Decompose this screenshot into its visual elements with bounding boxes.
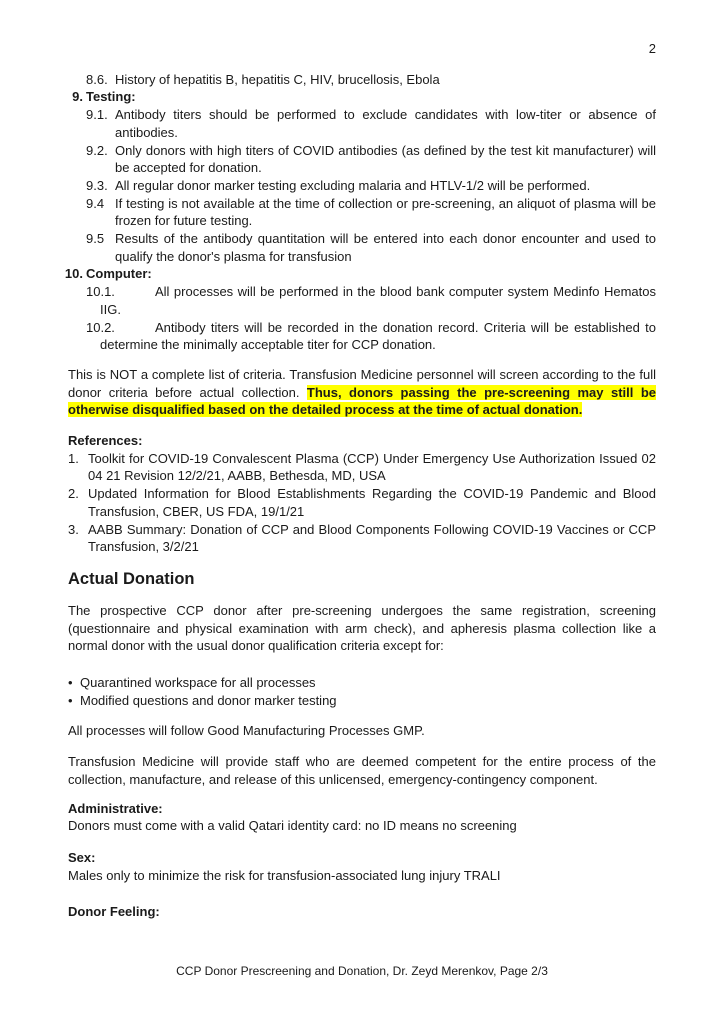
list-item-10-computer xyxy=(64,265,656,283)
item-text: Antibody titers will be recorded in the donation record. Criteria will be established to determine the minimally acceptable titer for CCP donation. xyxy=(100,319,656,353)
screening-note-paragraph xyxy=(68,366,656,419)
sex-heading: Sex: xyxy=(68,850,96,866)
item-text: All processes will be performed in the blood bank computer system Medinfo Hematos IIG. xyxy=(100,284,656,317)
item-number: 10.2. xyxy=(86,319,115,335)
section-heading-actual-donation: Actual Donation xyxy=(68,569,195,588)
reference-item xyxy=(68,450,656,485)
reference-text: Toolkit for COVID-19 Convalescent Plasma (CCP) Under Emergency Use Authorization Issued 02 04 21 Revision 12/2/21, AABB, Bethesda, MD, USA xyxy=(88,450,656,484)
staff-paragraph: Transfusion Medicine will provide staff who are deemed competent for the entire process of the collection, manufacture, and release of this unlicensed, emergency-contingency component. xyxy=(68,754,656,787)
list-item-9-3 xyxy=(86,177,656,195)
list-item-9-5 xyxy=(86,230,656,265)
item-label: Computer: xyxy=(86,266,152,282)
bullet-item: • Modified questions and donor marker testing xyxy=(68,692,656,710)
gmp-paragraph: All processes will follow Good Manufacturing Processes GMP. xyxy=(68,722,425,738)
bullet-item: • Quarantined workspace for all processes xyxy=(68,674,656,692)
item-number: 9.4 xyxy=(86,195,105,211)
administrative-text: Donors must come with a valid Qatari identity card: no ID means no screening xyxy=(68,818,517,834)
item-number: 9.3. xyxy=(86,177,108,193)
donor-feeling-heading: Donor Feeling: xyxy=(68,904,160,920)
administrative-heading: Administrative: xyxy=(68,800,163,816)
donor-feeling-block xyxy=(68,903,656,921)
list-item-9-testing xyxy=(68,88,656,106)
reference-text: AABB Summary: Donation of CCP and Blood Components Following COVID-19 Vaccines or CCP Transfusion, 3/2/21 xyxy=(88,521,656,555)
reference-text: Updated Information for Blood Establishments Regarding the COVID-19 Pandemic and Blood Transfusion, CBER, US FDA, 19/1/21 xyxy=(88,486,656,519)
item-number: 9.2. xyxy=(86,142,108,158)
exceptions-bullet-list xyxy=(68,674,656,709)
references-section xyxy=(68,432,656,556)
list-item-10-2 xyxy=(86,319,656,354)
sex-block xyxy=(68,849,656,884)
item-label: Testing: xyxy=(86,89,136,105)
administrative-block xyxy=(68,800,656,835)
actual-donation-intro: The prospective CCP donor after pre-screening undergoes the same registration, screening (questionnaire and physical examination with arm check), and apheresis plasma collection like a normal donor with the usual donor qualification criteria except for: xyxy=(68,602,656,654)
item-text: Antibody titers should be performed to exclude candidates with low-titer or absence of antibodies. xyxy=(115,107,656,140)
list-item-9-2 xyxy=(86,142,656,177)
item-text: If testing is not available at the time of collection or pre-screening, an aliquot of plasma will be frozen for future testing. xyxy=(115,195,656,229)
item-number: 9. xyxy=(72,89,83,105)
list-item-8-6 xyxy=(86,71,656,89)
item-text: All regular donor marker testing excluding malaria and HTLV-1/2 will be performed. xyxy=(115,177,591,193)
item-text: Results of the antibody quantitation will be entered into each donor encounter and used to qualify the donor's plasma for transfusion xyxy=(115,231,656,264)
reference-item xyxy=(68,521,656,556)
list-item-9-1 xyxy=(86,106,656,141)
item-number: 10.1. xyxy=(86,284,115,300)
footer-text: CCP Donor Prescreening and Donation, Dr. Zeyd Merenkov, Page 2/3 xyxy=(176,964,548,978)
reference-number: 2. xyxy=(68,486,79,502)
note-plain-text: This is NOT a complete list of criteria. Transfusion Medicine personnel will screen according to the full donor criteria before actual collection. xyxy=(68,366,656,400)
page-number: 2 xyxy=(648,41,656,56)
reference-item xyxy=(68,485,656,520)
reference-number: 3. xyxy=(68,521,79,537)
references-heading: References: xyxy=(68,433,143,449)
item-number: 9.5 xyxy=(86,231,105,247)
item-number: 8.6. xyxy=(86,71,108,87)
numbered-list xyxy=(64,71,656,354)
list-item-10-1 xyxy=(86,283,656,318)
item-text: History of hepatitis B, hepatitis C, HIV, brucellosis, Ebola xyxy=(115,71,440,87)
reference-number: 1. xyxy=(68,450,79,466)
item-text: Only donors with high titers of COVID antibodies (as defined by the test kit manufacturer) will be accepted for donation. xyxy=(115,142,656,176)
note-highlighted-text: Thus, donors passing the pre-screening may still be otherwise disqualified based on the detailed process at the time of actual donation. xyxy=(68,384,656,418)
list-item-9-4 xyxy=(86,195,656,230)
item-number: 9.1. xyxy=(86,107,108,123)
item-number: 10. xyxy=(64,266,83,282)
sex-text: Males only to minimize the risk for transfusion-associated lung injury TRALI xyxy=(68,867,501,883)
